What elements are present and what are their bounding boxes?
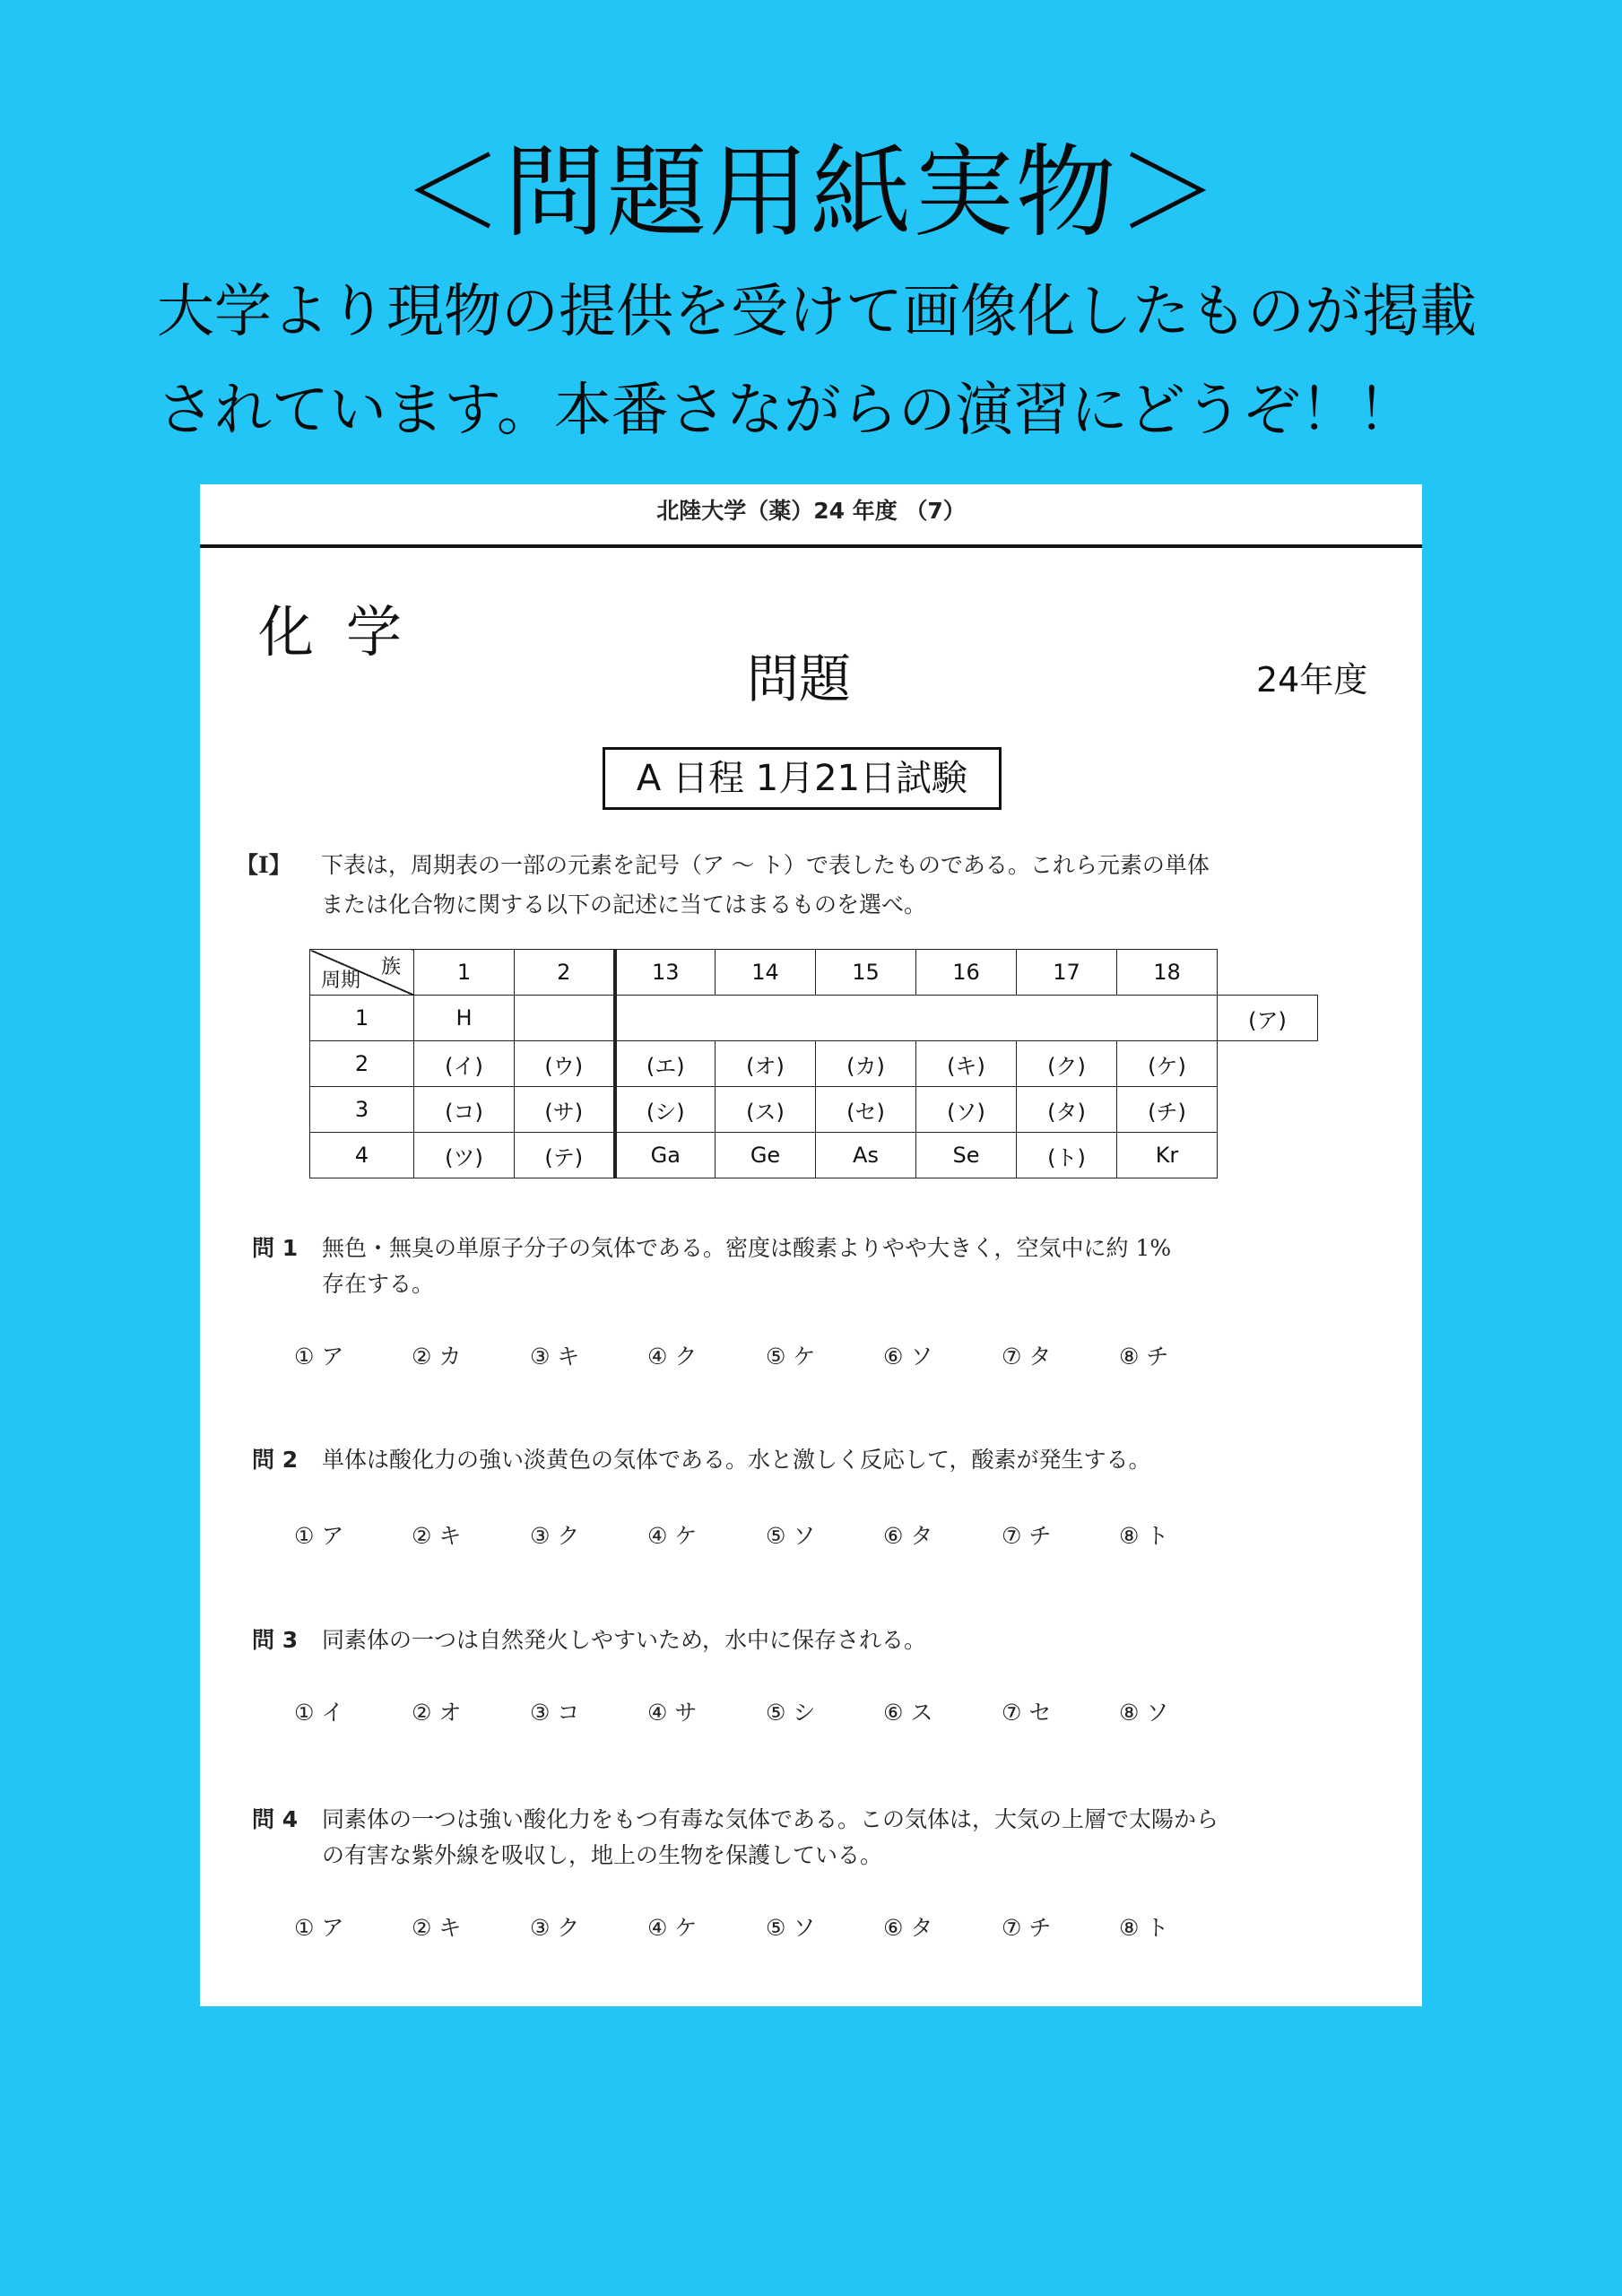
exam-session-box: A 日程 1月21日試験 — [603, 747, 1002, 810]
group-header: 15 — [816, 950, 916, 996]
answer-choice[interactable]: ④ ケ — [647, 1915, 698, 1941]
period-header: 4 — [310, 1133, 414, 1178]
question-3 — [252, 1622, 1409, 1658]
element-cell: (チ) — [1117, 1087, 1218, 1133]
element-cell: (ア) — [1218, 996, 1318, 1041]
question-1 — [252, 1231, 1409, 1302]
table-row — [310, 996, 1318, 1041]
page-title: 問題 — [747, 648, 852, 709]
answer-choice[interactable]: ⑤ シ — [766, 1700, 816, 1726]
answer-choice[interactable]: ⑦ チ — [1002, 1915, 1052, 1941]
question-number: 問 3 — [252, 1627, 299, 1653]
answer-choice[interactable]: ③ ク — [530, 1915, 580, 1941]
answer-choice[interactable]: ⑥ タ — [883, 1523, 933, 1549]
answer-choice[interactable]: ④ サ — [647, 1700, 698, 1726]
element-cell: (エ) — [615, 1041, 716, 1087]
answer-choice[interactable]: ⑤ ソ — [766, 1523, 816, 1549]
answer-choice[interactable]: ② キ — [412, 1523, 462, 1549]
question-number: 問 2 — [252, 1447, 299, 1473]
empty-cell — [515, 996, 615, 1041]
element-cell: (テ) — [515, 1133, 615, 1178]
table-corner-cell — [310, 950, 414, 996]
answer-choice[interactable]: ⑥ ソ — [883, 1344, 933, 1370]
section-number: 【Ⅰ】 — [236, 852, 291, 878]
element-cell: Se — [916, 1133, 1017, 1178]
question-text-line-1: 単体は酸化力の強い淡黄色の気体である。水と激しく反応して，酸素が発生する。 — [322, 1447, 1151, 1473]
element-cell: Ga — [615, 1133, 716, 1178]
element-cell: (コ) — [414, 1087, 515, 1133]
group-header: 16 — [916, 950, 1017, 996]
answer-choice[interactable]: ① ア — [294, 1344, 344, 1370]
answer-choice[interactable]: ② キ — [412, 1915, 462, 1941]
table-row — [310, 1133, 1318, 1178]
element-cell: (セ) — [816, 1087, 916, 1133]
empty-span-cell — [615, 996, 1218, 1041]
intro-line-1: 下表は，周期表の一部の元素を記号（ア ～ ト）で表したものである。これら元素の単体 — [321, 852, 1210, 878]
period-header: 3 — [310, 1087, 414, 1133]
element-cell: (イ) — [414, 1041, 515, 1087]
question-text-line-1: 同素体の一つは自然発火しやすいため，水中に保存される。 — [322, 1627, 927, 1653]
element-cell: (ト) — [1017, 1133, 1117, 1178]
element-cell: As — [816, 1133, 916, 1178]
intro-line-2: または化合物に関する以下の記述に当てはまるものを選べ。 — [321, 891, 927, 918]
answer-choice[interactable]: ② オ — [412, 1700, 462, 1726]
element-cell: (シ) — [615, 1087, 716, 1133]
table-header-row — [310, 950, 1318, 996]
question-number: 問 1 — [252, 1235, 299, 1261]
banner-description-line-1: 大学より現物の提供を受けて画像化したものが掲載 — [157, 279, 1477, 345]
banner-title: ＜問題用紙実物＞ — [402, 135, 1220, 251]
question-2 — [252, 1442, 1409, 1478]
group-header: 18 — [1117, 950, 1218, 996]
subject-title: 化学 — [258, 599, 435, 665]
group-header: 2 — [515, 950, 615, 996]
element-cell: (ク) — [1017, 1041, 1117, 1087]
answer-choice[interactable]: ⑥ タ — [883, 1915, 933, 1941]
running-head: 北陸大学（薬）24 年度 （7） — [656, 498, 966, 524]
group-header: 13 — [615, 950, 716, 996]
element-cell: (ス) — [716, 1087, 816, 1133]
answer-choice[interactable]: ① ア — [294, 1523, 344, 1549]
answer-choice[interactable]: ⑦ セ — [1002, 1700, 1052, 1726]
answer-choice[interactable]: ② カ — [412, 1344, 462, 1370]
element-cell: (タ) — [1017, 1087, 1117, 1133]
element-cell: (ウ) — [515, 1041, 615, 1087]
element-cell: Kr — [1117, 1133, 1218, 1178]
corner-group-label: 族 — [380, 956, 401, 978]
answer-choice[interactable]: ① イ — [294, 1700, 344, 1726]
element-cell: (オ) — [716, 1041, 816, 1087]
answer-choice[interactable]: ④ ケ — [647, 1523, 698, 1549]
group-header: 1 — [414, 950, 515, 996]
element-cell: (キ) — [916, 1041, 1017, 1087]
section-intro — [236, 846, 1401, 925]
group-header: 14 — [716, 950, 816, 996]
answer-choice[interactable]: ⑦ チ — [1002, 1523, 1052, 1549]
answer-choice[interactable]: ⑧ チ — [1119, 1344, 1169, 1370]
element-cell: H — [414, 996, 515, 1041]
answer-choice[interactable]: ① ア — [294, 1915, 344, 1941]
group-header: 17 — [1017, 950, 1117, 996]
answer-choice[interactable]: ④ ク — [647, 1344, 698, 1370]
period-header: 1 — [310, 996, 414, 1041]
answer-choice[interactable]: ⑧ ト — [1119, 1523, 1169, 1549]
question-text-line-1: 無色・無臭の単原子分子の気体である。密度は酸素よりやや大きく，空気中に約 1% — [322, 1235, 1172, 1261]
answer-choice[interactable]: ⑥ ス — [883, 1700, 933, 1726]
table-row — [310, 1087, 1318, 1133]
element-cell: (カ) — [816, 1041, 916, 1087]
corner-period-label: 周期 — [321, 970, 361, 992]
answer-choice[interactable]: ③ コ — [530, 1700, 580, 1726]
question-4 — [252, 1802, 1409, 1874]
answer-choice[interactable]: ⑦ タ — [1002, 1344, 1052, 1370]
period-header: 2 — [310, 1041, 414, 1087]
question-text-line-2: の有害な紫外線を吸収し，地上の生物を保護している。 — [322, 1842, 883, 1868]
answer-choice[interactable]: ③ キ — [530, 1344, 580, 1370]
question-number: 問 4 — [252, 1806, 299, 1832]
answer-choice[interactable]: ⑤ ソ — [766, 1915, 816, 1941]
banner-description-line-2: されています。本番さながらの演習にどうぞ！！ — [157, 378, 1415, 444]
element-cell: (ケ) — [1117, 1041, 1218, 1087]
element-cell: Ge — [716, 1133, 816, 1178]
element-cell: (サ) — [515, 1087, 615, 1133]
answer-choice[interactable]: ⑤ ケ — [766, 1344, 816, 1370]
element-cell: (ソ) — [916, 1087, 1017, 1133]
exam-paper-scan — [200, 484, 1422, 2006]
answer-choice[interactable]: ⑧ ソ — [1119, 1700, 1169, 1726]
question-text-line-2: 存在する。 — [322, 1271, 435, 1297]
periodic-table — [309, 949, 1318, 1178]
element-cell: (ツ) — [414, 1133, 515, 1178]
question-text-line-1: 同素体の一つは強い酸化力をもつ有毒な気体である。この気体は，大気の上層で太陽から — [322, 1806, 1219, 1832]
academic-year: 24年度 — [1256, 660, 1368, 700]
answer-choice[interactable]: ⑧ ト — [1119, 1915, 1169, 1941]
header-rule — [200, 544, 1422, 548]
table-row — [310, 1041, 1318, 1087]
answer-choice[interactable]: ③ ク — [530, 1523, 580, 1549]
